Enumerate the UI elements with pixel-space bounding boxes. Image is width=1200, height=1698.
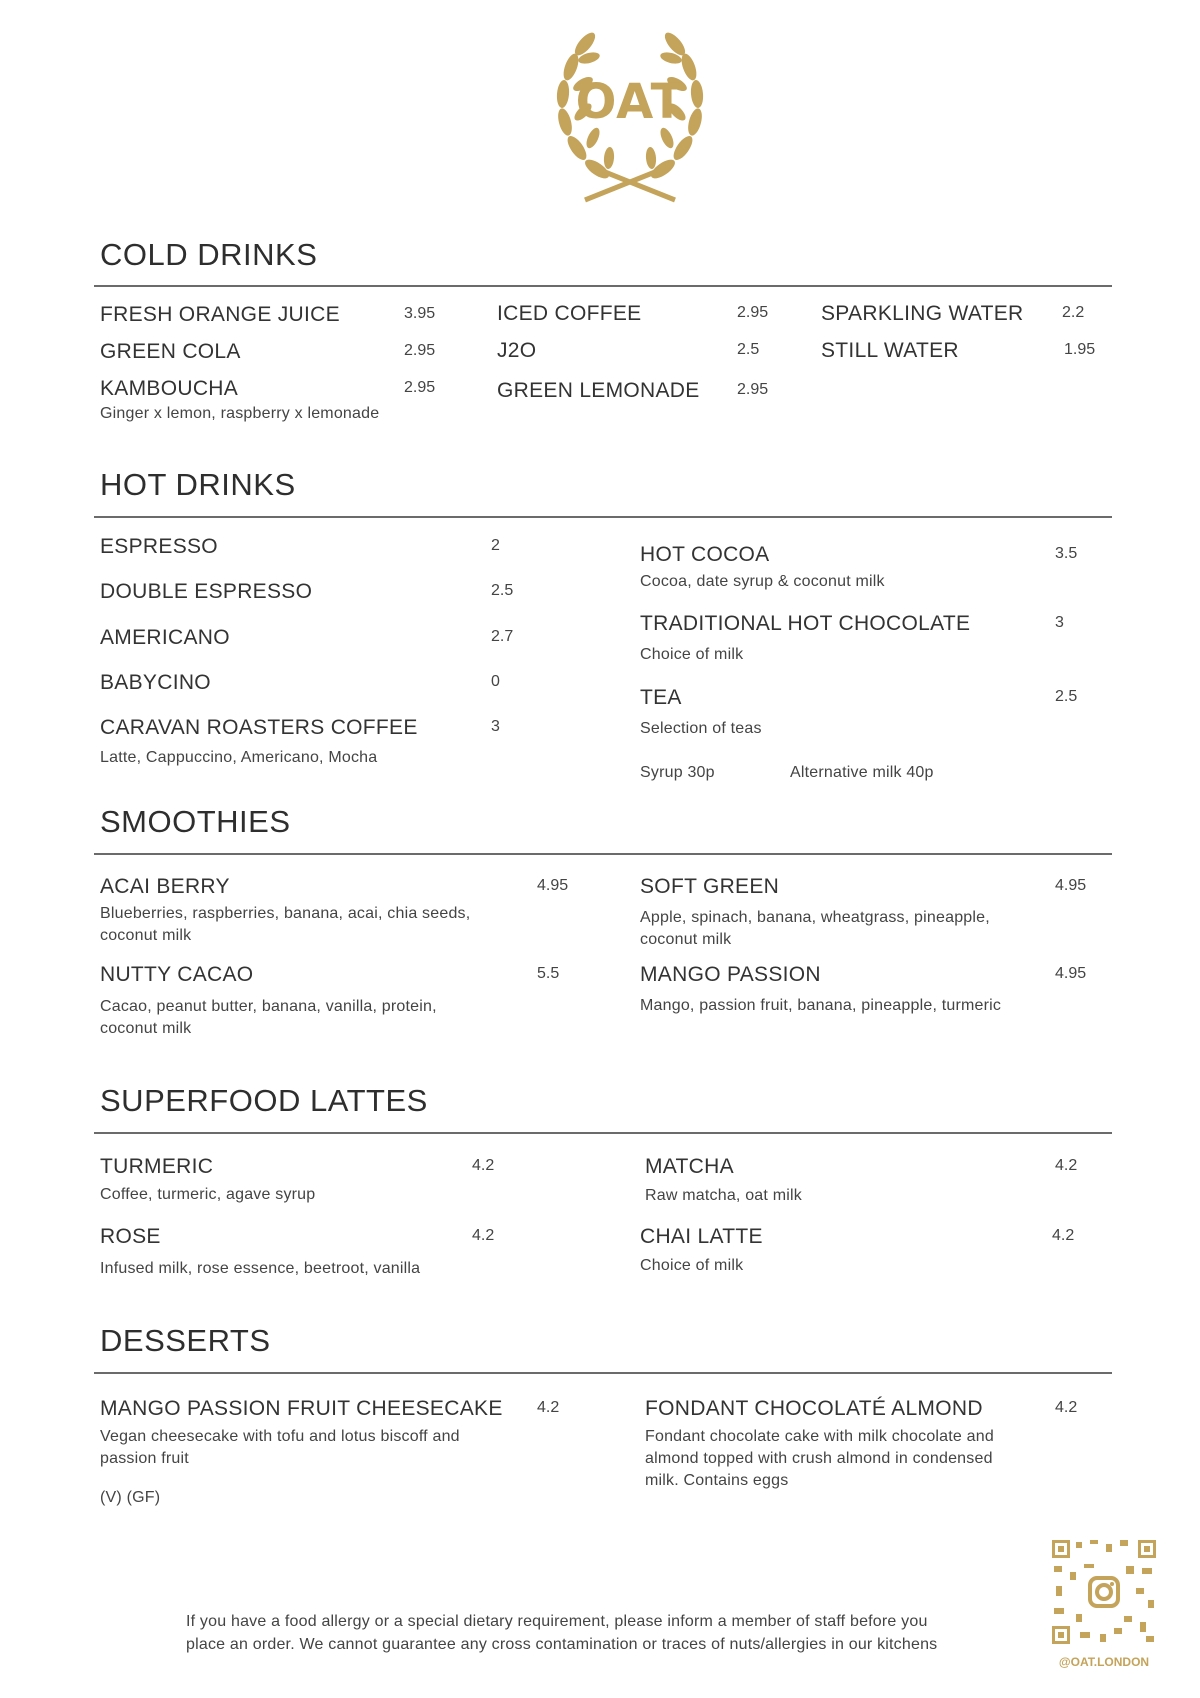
- menu-item-price: 2.5: [1055, 688, 1078, 705]
- menu-item-price: 2.5: [737, 341, 760, 358]
- menu-item-name: TURMERIC: [100, 1155, 214, 1178]
- menu-item-price: 4.2: [472, 1227, 495, 1244]
- menu-item-name: ESPRESSO: [100, 535, 218, 558]
- allergy-notice-line-1: If you have a food allergy or a special dietary requirement, please inform a member of staff before you: [186, 1613, 928, 1630]
- menu-item-name: DOUBLE ESPRESSO: [100, 580, 313, 603]
- instagram-qr-code[interactable]: [1050, 1538, 1158, 1646]
- alt-milk-note: Alternative milk 40p: [790, 764, 934, 781]
- allergy-notice-line-2: place an order. We cannot guarantee any cross contamination or traces of nuts/allergies in our kitchens: [186, 1636, 938, 1653]
- menu-item-name: HOT COCOA: [640, 543, 770, 566]
- syrup-note: Syrup 30p: [640, 764, 715, 781]
- menu-item-desc: Infused milk, rose essence, beetroot, vanilla: [100, 1260, 421, 1277]
- menu-item-name: GREEN COLA: [100, 340, 241, 363]
- menu-item-name: CARAVAN ROASTERS COFFEE: [100, 716, 418, 739]
- menu-item-name: AMERICANO: [100, 626, 230, 649]
- menu-item-name: NUTTY CACAO: [100, 963, 254, 986]
- menu-item-desc: Latte, Cappuccino, Americano, Mocha: [100, 749, 378, 766]
- menu-item-desc: Coffee, turmeric, agave syrup: [100, 1186, 316, 1203]
- menu-item-price: 2.95: [404, 342, 436, 359]
- menu-item-desc: Cocoa, date syrup & coconut milk: [640, 573, 885, 590]
- menu-item-desc: Fondant chocolate cake with milk chocolate and almond topped with crush almond in condensed milk. Contains eggs: [645, 1428, 994, 1489]
- menu-item-price: 3: [1055, 614, 1064, 631]
- menu-item-price: 3.95: [404, 305, 436, 322]
- menu-item-desc: Mango, passion fruit, banana, pineapple, turmeric: [640, 997, 1002, 1014]
- menu-item-price: 2.95: [404, 379, 436, 396]
- menu-item-price: 2.95: [737, 381, 769, 398]
- section-divider: [94, 516, 1112, 518]
- menu-item-price: 1.95: [1064, 341, 1096, 358]
- menu-item-price: 4.2: [1055, 1399, 1078, 1416]
- menu-item-desc: Blueberries, raspberries, banana, acai, chia seeds, coconut milk: [100, 905, 471, 944]
- menu-item-desc: Vegan cheesecake with tofu and lotus biscoff and passion fruit: [100, 1428, 460, 1467]
- menu-item-name: KAMBOUCHA: [100, 377, 239, 400]
- menu-item-name: ROSE: [100, 1225, 161, 1248]
- section-divider: [94, 285, 1112, 287]
- menu-item-name: SPARKLING WATER: [821, 302, 1024, 325]
- menu-item-price: 4.2: [1052, 1227, 1075, 1244]
- menu-item-name: ICED COFFEE: [497, 302, 642, 325]
- section-divider: [94, 1372, 1112, 1374]
- menu-item-name: BABYCINO: [100, 671, 211, 694]
- menu-item-price: 2.5: [491, 582, 514, 599]
- menu-item-price: 0: [491, 673, 500, 690]
- menu-item-desc: Choice of milk: [640, 646, 744, 663]
- menu-item-price: 2.95: [737, 304, 769, 321]
- menu-item-price: 3: [491, 718, 500, 735]
- menu-item-name: FONDANT CHOCOLATÉ ALMOND: [645, 1397, 983, 1420]
- section-divider: [94, 1132, 1112, 1134]
- menu-item-name: FRESH ORANGE JUICE: [100, 303, 340, 326]
- menu-item-price: 4.95: [1055, 877, 1087, 894]
- menu-item-name: MATCHA: [645, 1155, 734, 1178]
- section-title-superfood-lattes: SUPERFOOD LATTES: [100, 1083, 428, 1118]
- menu-item-desc: Apple, spinach, banana, wheatgrass, pineapple, coconut milk: [640, 909, 990, 948]
- menu-item-name: J2O: [497, 339, 537, 362]
- menu-item-desc: Raw matcha, oat milk: [645, 1187, 802, 1204]
- menu-item-name: STILL WATER: [821, 339, 959, 362]
- menu-item-desc: Cacao, peanut butter, banana, vanilla, protein, coconut milk: [100, 998, 437, 1037]
- section-title-cold-drinks: COLD DRINKS: [100, 237, 318, 272]
- logo-text: OAT: [575, 74, 685, 130]
- menu-item-name: SOFT GREEN: [640, 875, 780, 898]
- section-title-smoothies: SMOOTHIES: [100, 804, 291, 839]
- menu-item-desc: Choice of milk: [640, 1257, 744, 1274]
- section-title-desserts: DESSERTS: [100, 1323, 271, 1358]
- menu-item-name: CHAI LATTE: [640, 1225, 763, 1248]
- menu-item-price: 2: [491, 537, 500, 554]
- menu-item-price: 4.2: [537, 1399, 560, 1416]
- oat-logo: [545, 22, 715, 207]
- menu-item-desc: Ginger x lemon, raspberry x lemonade: [100, 405, 380, 422]
- menu-item-name: MANGO PASSION: [640, 963, 821, 986]
- menu-item-name: TEA: [640, 686, 682, 709]
- menu-item-name: MANGO PASSION FRUIT CHEESECAKE: [100, 1397, 503, 1420]
- section-title-hot-drinks: HOT DRINKS: [100, 467, 296, 502]
- menu-item-name: ACAI BERRY: [100, 875, 230, 898]
- instagram-handle[interactable]: @OAT.LONDON: [1058, 1655, 1150, 1669]
- menu-item-price: 4.95: [1055, 965, 1087, 982]
- menu-item-price: 2.2: [1062, 304, 1085, 321]
- menu-item-name: TRADITIONAL HOT CHOCOLATE: [640, 612, 971, 635]
- menu-item-price: 4.95: [537, 877, 569, 894]
- menu-item-price: 2.7: [491, 628, 514, 645]
- menu-item-price: 5.5: [537, 965, 560, 982]
- menu-item-price: 4.2: [1055, 1157, 1078, 1174]
- menu-item-price: 4.2: [472, 1157, 495, 1174]
- menu-item-price: 3.5: [1055, 545, 1078, 562]
- menu-item-name: GREEN LEMONADE: [497, 379, 700, 402]
- menu-item-desc: Selection of teas: [640, 720, 762, 737]
- dietary-tags: (V) (GF): [100, 1489, 161, 1506]
- section-divider: [94, 853, 1112, 855]
